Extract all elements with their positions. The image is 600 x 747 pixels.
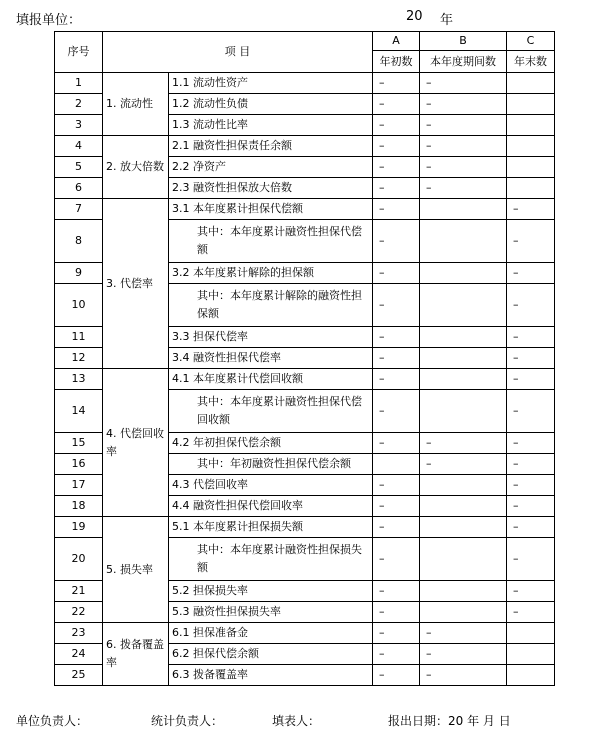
cell-b xyxy=(420,199,507,220)
filler-label: 填表人： xyxy=(272,714,321,728)
cell-c: – xyxy=(507,602,555,623)
cell-b xyxy=(420,390,507,433)
group-label: 5. 损失率 xyxy=(103,517,169,623)
cell-b: – xyxy=(420,178,507,199)
cell-b: – xyxy=(420,94,507,115)
item-cell: 4.2 年初担保代偿余额 xyxy=(169,433,373,454)
cell-a: – xyxy=(373,284,420,327)
table-row xyxy=(55,369,555,390)
group-label: 1. 流动性 xyxy=(103,73,169,136)
cell-a: – xyxy=(373,136,420,157)
item-cell: 2.3 融资性担保放大倍数 xyxy=(169,178,373,199)
row-number: 20 xyxy=(55,538,103,581)
cell-b: – xyxy=(420,157,507,178)
cell-b xyxy=(420,581,507,602)
item-cell: 1.3 流动性比率 xyxy=(169,115,373,136)
cell-c: – xyxy=(507,454,555,475)
table-row xyxy=(55,517,555,538)
cell-a: – xyxy=(373,644,420,665)
row-number: 16 xyxy=(55,454,103,475)
cell-b: – xyxy=(420,665,507,686)
row-number: 4 xyxy=(55,136,103,157)
cell-b xyxy=(420,602,507,623)
cell-a: – xyxy=(373,115,420,136)
cell-a: – xyxy=(373,623,420,644)
cell-a: – xyxy=(373,581,420,602)
cell-b xyxy=(420,475,507,496)
item-cell: 5.3 融资性担保损失率 xyxy=(169,602,373,623)
cell-b xyxy=(420,517,507,538)
cell-c: – xyxy=(507,390,555,433)
item-cell: 4.4 融资性担保代偿回收率 xyxy=(169,496,373,517)
cell-a: – xyxy=(373,263,420,284)
table-row xyxy=(55,73,555,94)
row-number: 11 xyxy=(55,327,103,348)
item-cell: 6.3 拨备覆盖率 xyxy=(169,665,373,686)
cell-a: – xyxy=(373,94,420,115)
item-cell: 其中：年初融资性担保代偿余额 xyxy=(169,454,373,475)
cell-c: – xyxy=(507,433,555,454)
cell-c: – xyxy=(507,327,555,348)
item-cell: 3.3 担保代偿率 xyxy=(169,327,373,348)
report-date-label: 报出日期：20 年 月 日 xyxy=(388,714,511,728)
cell-c xyxy=(507,665,555,686)
col-header-c: 年末数 xyxy=(507,51,555,73)
col-header-a: 年初数 xyxy=(373,51,420,73)
item-cell: 6.2 担保代偿余额 xyxy=(169,644,373,665)
cell-c: – xyxy=(507,263,555,284)
year-prefix: 20 xyxy=(406,9,423,24)
year-suffix: 年 xyxy=(440,13,454,28)
cell-c xyxy=(507,73,555,94)
row-number: 14 xyxy=(55,390,103,433)
item-cell: 1.2 流动性负债 xyxy=(169,94,373,115)
cell-a: – xyxy=(373,157,420,178)
row-number: 24 xyxy=(55,644,103,665)
item-cell: 5.2 担保损失率 xyxy=(169,581,373,602)
row-number: 18 xyxy=(55,496,103,517)
cell-a: – xyxy=(373,348,420,369)
cell-a: – xyxy=(373,369,420,390)
row-number: 10 xyxy=(55,284,103,327)
row-number: 6 xyxy=(55,178,103,199)
cell-c: – xyxy=(507,496,555,517)
row-number: 7 xyxy=(55,199,103,220)
row-number: 12 xyxy=(55,348,103,369)
row-number: 3 xyxy=(55,115,103,136)
col-header-a-letter: A xyxy=(373,32,420,51)
cell-c: – xyxy=(507,348,555,369)
item-cell: 3.4 融资性担保代偿率 xyxy=(169,348,373,369)
cell-c: – xyxy=(507,581,555,602)
unit-label: 填报单位： xyxy=(16,13,82,28)
cell-c xyxy=(507,115,555,136)
item-cell: 其中：本年度累计融资性担保代偿回收额 xyxy=(169,390,373,433)
statistics-table xyxy=(54,31,555,686)
item-cell: 其中：本年度累计融资性担保损失额 xyxy=(169,538,373,581)
row-number: 23 xyxy=(55,623,103,644)
cell-a: – xyxy=(373,475,420,496)
cell-c xyxy=(507,94,555,115)
group-label: 3. 代偿率 xyxy=(103,199,169,369)
row-number: 22 xyxy=(55,602,103,623)
row-number: 15 xyxy=(55,433,103,454)
item-cell: 2.2 净资产 xyxy=(169,157,373,178)
cell-b xyxy=(420,284,507,327)
item-cell: 其中：本年度累计解除的融资性担保额 xyxy=(169,284,373,327)
cell-b: – xyxy=(420,115,507,136)
col-header-b-letter: B xyxy=(420,32,507,51)
cell-b: – xyxy=(420,136,507,157)
table-row xyxy=(55,136,555,157)
cell-a: – xyxy=(373,433,420,454)
group-label: 4. 代偿回收率 xyxy=(103,369,169,517)
cell-b xyxy=(420,496,507,517)
cell-c: – xyxy=(507,220,555,263)
row-number: 25 xyxy=(55,665,103,686)
cell-b: – xyxy=(420,73,507,94)
cell-b: – xyxy=(420,454,507,475)
cell-a: – xyxy=(373,199,420,220)
row-number: 5 xyxy=(55,157,103,178)
table-row xyxy=(55,623,555,644)
cell-c xyxy=(507,157,555,178)
table-row xyxy=(55,199,555,220)
cell-c: – xyxy=(507,199,555,220)
cell-c xyxy=(507,644,555,665)
cell-a: – xyxy=(373,178,420,199)
col-header-b: 本年度期间数 xyxy=(420,51,507,73)
cell-b xyxy=(420,348,507,369)
cell-c xyxy=(507,623,555,644)
cell-a: – xyxy=(373,602,420,623)
stat-head-label: 统计负责人： xyxy=(151,714,224,728)
row-number: 21 xyxy=(55,581,103,602)
cell-a: – xyxy=(373,327,420,348)
cell-a: – xyxy=(373,220,420,263)
cell-b: – xyxy=(420,644,507,665)
item-cell: 4.3 代偿回收率 xyxy=(169,475,373,496)
cell-a: – xyxy=(373,496,420,517)
item-cell: 2.1 融资性担保责任余额 xyxy=(169,136,373,157)
unit-head-label: 单位负责人： xyxy=(16,714,89,728)
row-number: 1 xyxy=(55,73,103,94)
cell-b xyxy=(420,369,507,390)
cell-b: – xyxy=(420,623,507,644)
cell-b xyxy=(420,327,507,348)
cell-c xyxy=(507,136,555,157)
cell-b xyxy=(420,263,507,284)
cell-b xyxy=(420,538,507,581)
col-header-no: 序号 xyxy=(55,32,103,73)
row-number: 13 xyxy=(55,369,103,390)
row-number: 8 xyxy=(55,220,103,263)
cell-a: – xyxy=(373,665,420,686)
item-cell: 1.1 流动性资产 xyxy=(169,73,373,94)
cell-c: – xyxy=(507,475,555,496)
cell-c: – xyxy=(507,517,555,538)
item-cell: 6.1 担保准备金 xyxy=(169,623,373,644)
item-cell: 5.1 本年度累计担保损失额 xyxy=(169,517,373,538)
cell-a: – xyxy=(373,73,420,94)
cell-a: – xyxy=(373,390,420,433)
row-number: 17 xyxy=(55,475,103,496)
cell-a xyxy=(373,454,420,475)
cell-b: – xyxy=(420,433,507,454)
cell-b xyxy=(420,220,507,263)
cell-c: – xyxy=(507,369,555,390)
item-cell: 3.1 本年度累计担保代偿额 xyxy=(169,199,373,220)
cell-c: – xyxy=(507,538,555,581)
cell-c xyxy=(507,178,555,199)
col-header-item: 项 目 xyxy=(103,32,373,73)
col-header-c-letter: C xyxy=(507,32,555,51)
item-cell: 其中：本年度累计融资性担保代偿额 xyxy=(169,220,373,263)
item-cell: 3.2 本年度累计解除的担保额 xyxy=(169,263,373,284)
item-cell: 4.1 本年度累计代偿回收额 xyxy=(169,369,373,390)
row-number: 2 xyxy=(55,94,103,115)
cell-a: – xyxy=(373,517,420,538)
cell-c: – xyxy=(507,284,555,327)
cell-a: – xyxy=(373,538,420,581)
group-label: 2. 放大倍数 xyxy=(103,136,169,199)
row-number: 19 xyxy=(55,517,103,538)
row-number: 9 xyxy=(55,263,103,284)
group-label: 6. 拨备覆盖率 xyxy=(103,623,169,686)
